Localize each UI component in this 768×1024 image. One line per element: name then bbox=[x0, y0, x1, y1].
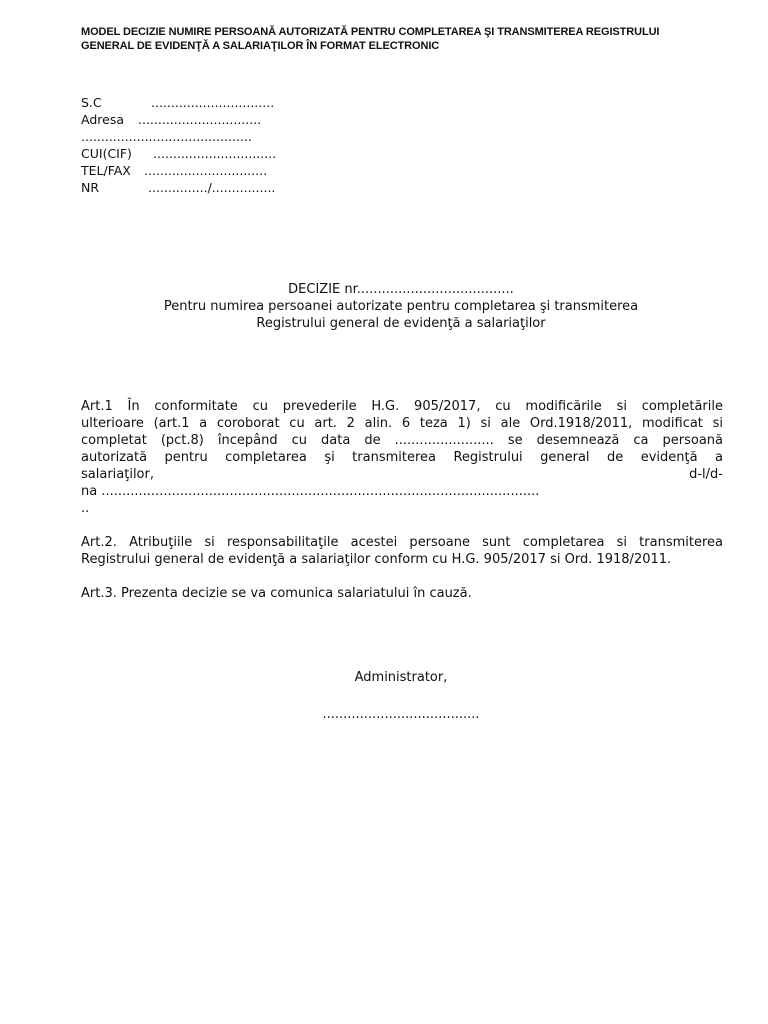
decision-number: DECIZIE nr...................................... bbox=[288, 282, 514, 297]
adresa-value: ............................... bbox=[138, 112, 262, 127]
article-3-text: Art.3. Prezenta decizie se va comunica salariatului în cauză. bbox=[81, 586, 472, 601]
tel-value: ............................... bbox=[144, 163, 268, 178]
decision-heading-block bbox=[81, 281, 721, 332]
article-1-line-5 bbox=[81, 466, 723, 483]
article-2-line-2: Registrului general de evidenţă a salariaţilor conform cu H.G. 905/2017 si Ord. 1918/2011. bbox=[81, 552, 672, 567]
signature-line: ...................................... bbox=[322, 707, 480, 722]
article-1-line-4: autorizată pentru completarea şi transmiterea Registrului general de evidenţă a bbox=[81, 450, 723, 465]
article-2 bbox=[81, 534, 723, 568]
tel-label: TEL/FAX bbox=[81, 163, 131, 178]
signature-role: Administrator, bbox=[354, 670, 448, 685]
article-1-line-3: completat (pct.8) începând cu data de ........................ se desemnează ca persoană bbox=[81, 433, 723, 448]
sc-label: S.C bbox=[81, 95, 102, 110]
document-title bbox=[81, 25, 721, 53]
article-1-line-6: na .......................................................................................................... bbox=[81, 484, 540, 499]
nr-value: .............../................ bbox=[148, 180, 276, 195]
adresa-row bbox=[81, 111, 381, 128]
cui-row bbox=[81, 145, 381, 162]
article-1-line-2: ulterioare (art.1 a coroborat cu art. 2 alin. 6 teza 1) si ale Ord.1918/2011, modificat si bbox=[81, 416, 723, 431]
adresa-cont-row bbox=[81, 128, 381, 145]
article-1-line-1: Art.1 În conformitate cu prevederile H.G. 905/2017, cu modificările si completările bbox=[81, 399, 723, 414]
sc-value: ............................... bbox=[151, 95, 275, 110]
adresa-label: Adresa bbox=[81, 112, 124, 127]
article-3 bbox=[81, 585, 723, 602]
article-1 bbox=[81, 398, 723, 517]
decision-subtitle-2: Registrului general de evidenţă a salariaţilor bbox=[256, 316, 546, 331]
tel-row bbox=[81, 162, 381, 179]
article-1-salariatilor: salariaţilor, bbox=[81, 467, 154, 482]
adresa-continuation: ........................................... bbox=[81, 129, 252, 144]
cui-label: CUI(CIF) bbox=[81, 146, 132, 161]
article-1-dl-dna: d-l/d- bbox=[689, 467, 723, 482]
article-1-line-7: .. bbox=[81, 501, 90, 516]
nr-row bbox=[81, 179, 381, 196]
title-line-2: GENERAL DE EVIDENŢĂ A SALARIAŢILOR ÎN FORMAT ELECTRONIC bbox=[81, 40, 440, 52]
cui-value: ............................... bbox=[153, 146, 277, 161]
title-line-1: MODEL DECIZIE NUMIRE PERSOANĂ AUTORIZATĂ PENTRU COMPLETAREA ŞI TRANSMITEREA REGISTRULUI bbox=[81, 26, 660, 38]
decision-subtitle-1: Pentru numirea persoanei autorizate pentru completarea şi transmiterea bbox=[163, 299, 639, 314]
company-header bbox=[81, 94, 381, 196]
article-2-line-1: Art.2. Atribuţiile si responsabilitaţile acestei persoane sunt completarea si transmiterea bbox=[81, 535, 723, 550]
nr-label: NR bbox=[81, 180, 100, 195]
sc-row bbox=[81, 94, 381, 111]
